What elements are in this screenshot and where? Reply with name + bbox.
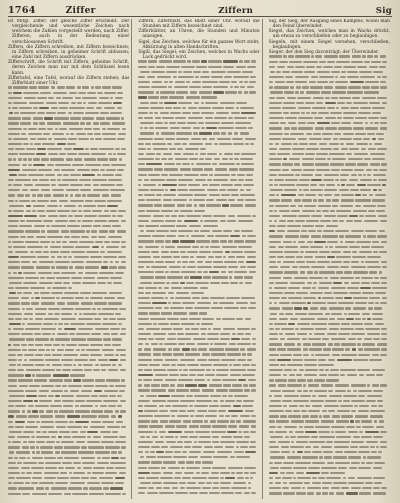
entry-paragraph: Siegel, das Zeichen, welches man in Wachs drückt, um etwas zu verschließen oder zu beglaubigen.	[268, 29, 390, 40]
entry-paragraph: Ziffern, die Ziffern schreiben, mit Ziffern bezeichnen; in Ziffern schreiben, in geheimer Schrift abfassen; eine Zahl mit Ziffern ausdrücken.	[8, 44, 130, 61]
entry-paragraph: Sigill, das Siegel; ein Zeichen, welches in Wachs oder Lack gedrückt wird.	[138, 49, 260, 61]
illegible-text-block	[8, 85, 129, 496]
entry-paragraph: Ziffern, Zifferblatt, das Blatt einer Uhr, worauf die Stunden mit Ziffern bezeichnet sind.	[138, 19, 260, 30]
illegible-text-block	[269, 54, 390, 496]
illegible-text-block	[138, 59, 259, 496]
text-line	[138, 491, 259, 496]
entry-paragraph: Sieger, der den Sieg davonträgt; der Überwinder.	[268, 49, 380, 55]
entry-paragraph: Ziffertafel, eine Tafel, worauf die Ziffern stehen; das Zifferblatt einer Uhr.	[8, 75, 130, 86]
entry-paragraph: Sigel, das Zeichen, welches für ein ganzes Wort steht; Abkürzung in alten Handschriften.	[138, 39, 260, 50]
entry-paragraph: Sig, der Sieg, der Ausgang eines Kampfes, wobei man den Feind überwindet.	[268, 19, 390, 30]
text-line	[269, 491, 390, 496]
left-running-head: Ziffer	[65, 6, 96, 16]
entry-paragraph: ist Mitgl. Ziffer; der gleiche Ziffer erscheint. Der vergleichende und wesentliche Zeichen nach welchem die Zahlen vorgestellt werden, nach Ziffer, Zifferen; auch in der Bedeutung einer verschlossenen Schrift.	[8, 19, 130, 45]
entry-paragraph: Siegeln, mit einem Siegel versehen, verschließen, beglaubigen.	[268, 39, 390, 50]
entry-paragraph: Zifferschrift, die Schrift mit Ziffern, geheime Schrift, deren Zeichen man nur mit dem Schlüssel lesen kann.	[8, 60, 130, 76]
column-middle	[138, 19, 262, 499]
text-columns	[8, 19, 392, 499]
column-right	[269, 19, 392, 499]
text-line	[8, 491, 129, 496]
entry-paragraph: Zifferblätter, an Uhren, die Stunden und Minuten anzeigen.	[138, 29, 260, 40]
page-header	[8, 3, 392, 17]
column-left	[8, 19, 132, 499]
right-running-head: Sig	[375, 6, 392, 16]
page-number: 1764	[8, 5, 36, 16]
middle-running-head: Ziffern	[218, 6, 254, 16]
